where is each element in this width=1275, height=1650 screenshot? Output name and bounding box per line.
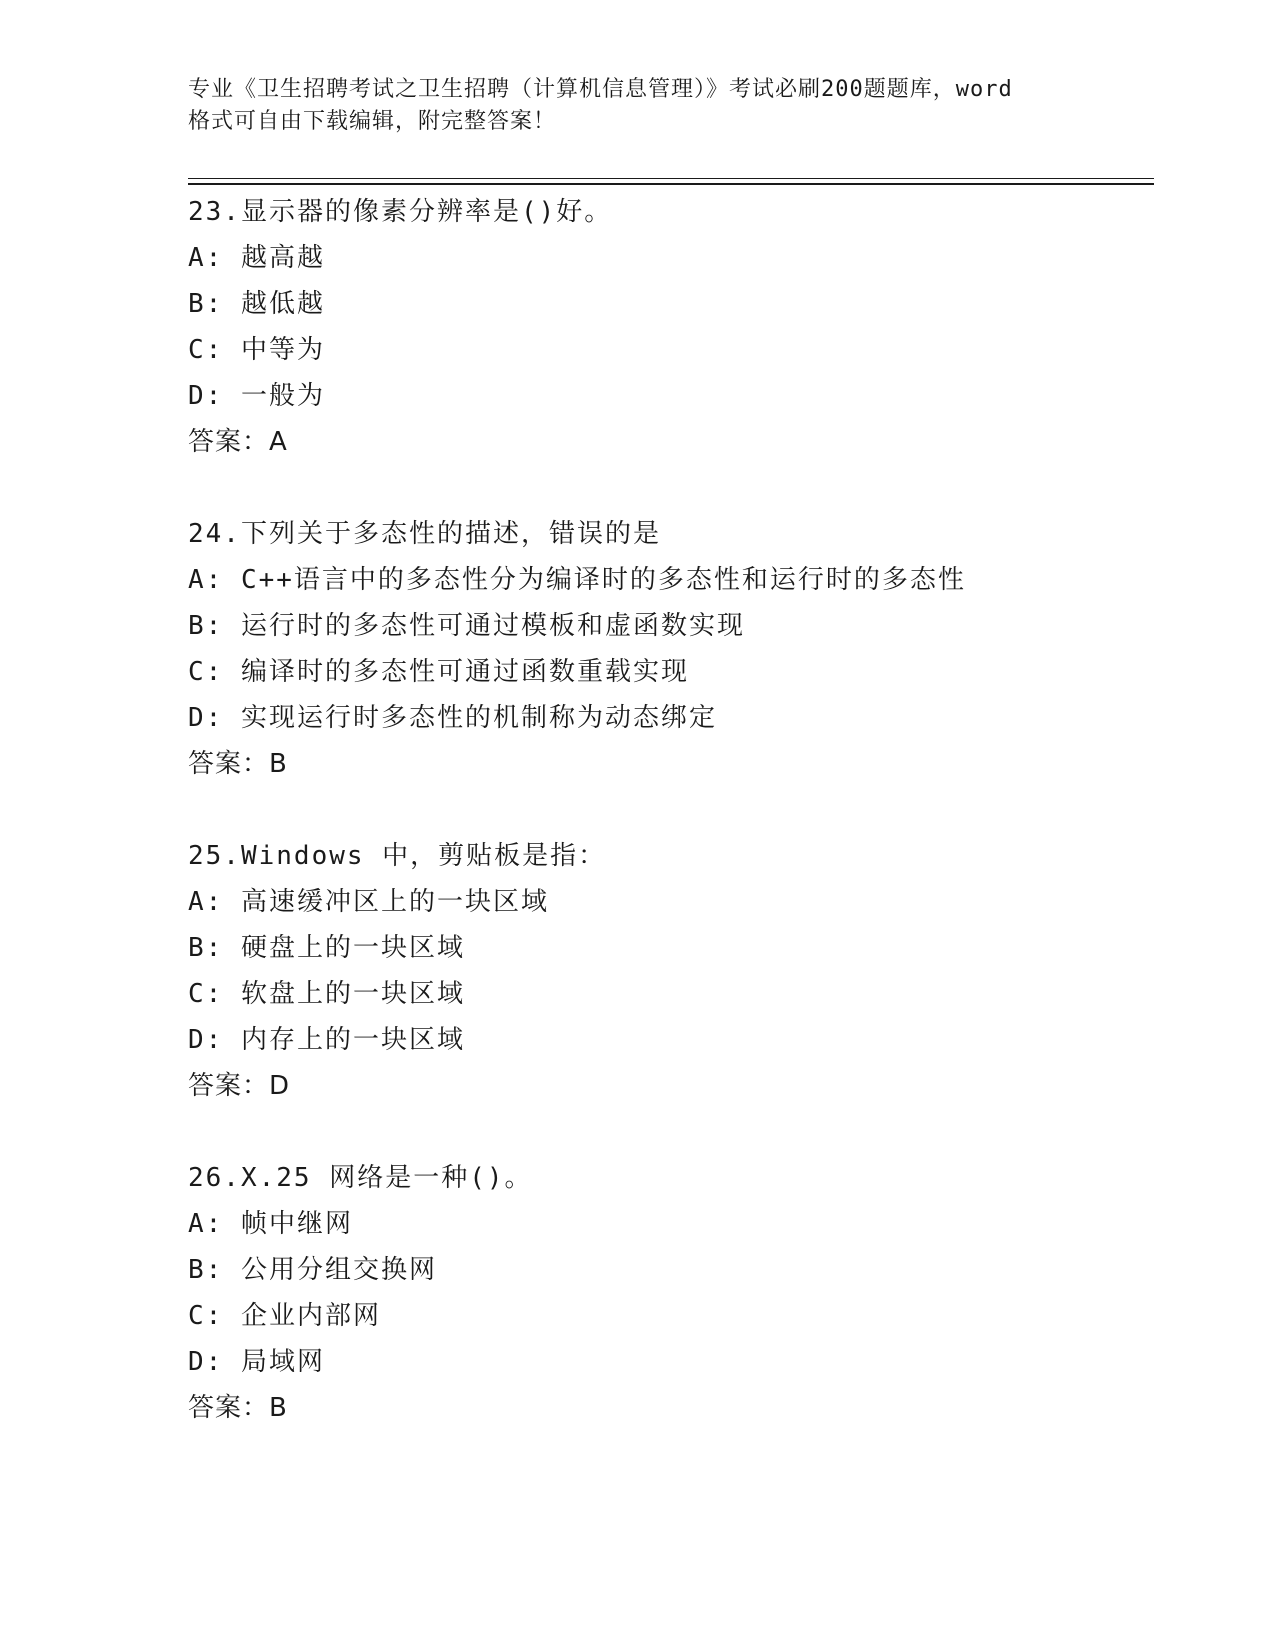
option-a: A: 高速缓冲区上的一块区域: [188, 887, 549, 917]
question-stem: 24.下列关于多态性的描述，错误的是: [188, 519, 661, 549]
answer-label: 答案：B: [188, 1393, 288, 1423]
question-24: [188, 511, 1148, 787]
option-c: C: 企业内部网: [188, 1301, 381, 1331]
option-c: C: 中等为: [188, 335, 325, 365]
option-a: A: 帧中继网: [188, 1209, 353, 1239]
answer-label: 答案：D: [188, 1071, 291, 1101]
header-divider-top: [188, 178, 1154, 179]
document-header: [188, 74, 1088, 138]
option-b: B: 公用分组交换网: [188, 1255, 437, 1285]
header-line-1: 专业《卫生招聘考试之卫生招聘（计算机信息管理）》考试必刷200题题库，word: [188, 77, 1013, 102]
option-b: B: 越低越: [188, 289, 325, 319]
option-b: B: 硬盘上的一块区域: [188, 933, 465, 963]
option-d: D: 内存上的一块区域: [188, 1025, 465, 1055]
question-stem: 25.Windows 中，剪贴板是指：: [188, 841, 607, 871]
option-d: D: 局域网: [188, 1347, 325, 1377]
question-23: [188, 189, 1148, 465]
question-stem: 23.显示器的像素分辨率是()好。: [188, 197, 613, 227]
option-d: D: 一般为: [188, 381, 325, 411]
option-a: A: C++语言中的多态性分为编译时的多态性和运行时的多态性: [188, 565, 966, 595]
option-a: A: 越高越: [188, 243, 325, 273]
question-stem: 26.X.25 网络是一种()。: [188, 1163, 533, 1193]
option-d: D: 实现运行时多态性的机制称为动态绑定: [188, 703, 717, 733]
answer-label: 答案：B: [188, 749, 288, 779]
option-c: C: 软盘上的一块区域: [188, 979, 465, 1009]
option-c: C: 编译时的多态性可通过函数重载实现: [188, 657, 689, 687]
answer-label: 答案：A: [188, 427, 288, 457]
option-b: B: 运行时的多态性可通过模板和虚函数实现: [188, 611, 745, 641]
header-line-2: 格式可自由下载编辑，附完整答案！: [188, 109, 557, 134]
question-25: [188, 833, 1148, 1109]
question-list: [188, 189, 1148, 1477]
header-divider-bottom: [188, 183, 1154, 185]
question-26: [188, 1155, 1148, 1431]
